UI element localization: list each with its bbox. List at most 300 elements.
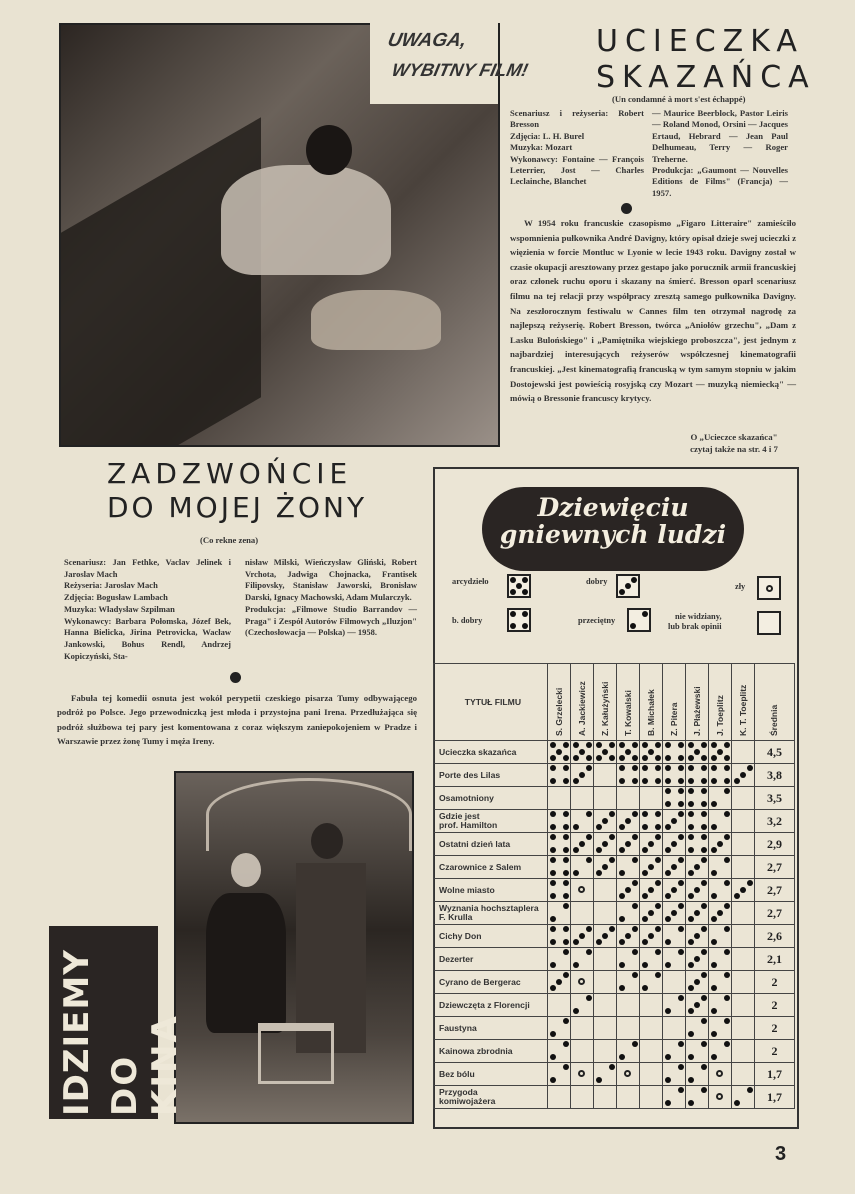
label-idziemy: IDZIEMY — [57, 949, 97, 1116]
rating-cell — [708, 856, 731, 879]
rating-cell — [570, 810, 593, 833]
rating-pip — [724, 834, 730, 840]
rating-pip — [665, 1100, 671, 1106]
rating-cell — [616, 833, 639, 856]
rating-cell — [731, 994, 754, 1017]
rating-pip — [596, 939, 602, 945]
rating-pip — [619, 939, 625, 945]
rating-pip — [671, 887, 677, 893]
rating-pip — [602, 933, 608, 939]
rating-pip — [688, 916, 694, 922]
rating-pip — [632, 834, 638, 840]
rating-cell — [616, 764, 639, 787]
rating-cell — [685, 994, 708, 1017]
rating-cell — [662, 1040, 685, 1063]
rating-cell — [570, 948, 593, 971]
rating-cell — [662, 1063, 685, 1086]
rating-cell — [593, 1086, 616, 1109]
rating-pip — [642, 870, 648, 876]
rating-pip — [632, 778, 638, 784]
banner-line1: UWAGA, — [385, 30, 469, 51]
rating-ring — [716, 1093, 723, 1100]
average-score: 3,8 — [754, 764, 794, 787]
rating-pip — [711, 916, 717, 922]
rating-pip — [701, 857, 707, 863]
film-title: Wolne miasto — [434, 879, 548, 902]
rating-cell — [570, 856, 593, 879]
rating-pip — [665, 1008, 671, 1014]
rating-cell — [547, 741, 570, 764]
rating-pip — [655, 811, 661, 817]
rating-cell — [685, 879, 708, 902]
rating-cell — [662, 764, 685, 787]
rating-pip — [586, 755, 592, 761]
film-title: Wyznania hochsztaplera F. Krulla — [434, 902, 548, 925]
rating-pip — [586, 857, 592, 863]
rating-pip — [632, 972, 638, 978]
rating-cell — [593, 925, 616, 948]
rating-cell — [662, 925, 685, 948]
rating-pip — [586, 742, 592, 748]
rating-cell — [616, 994, 639, 1017]
rating-pip — [711, 962, 717, 968]
average-score: 2 — [754, 971, 794, 994]
rating-pip — [550, 742, 556, 748]
rating-cell — [547, 879, 570, 902]
rating-ring — [716, 1070, 723, 1077]
credits-left: Scenariusz i reżyseria: Robert Bresson Zdjęcia: L. H. Burel Muzyka: Mozart Wykonawcy: Fontaine — François Leterrier, Jost — Charles Leclainche, Blanchet — [510, 108, 644, 187]
rating-cell — [639, 948, 662, 971]
rating-pip — [609, 742, 615, 748]
rating-pip — [550, 880, 556, 886]
rating-cell — [547, 925, 570, 948]
rating-cell — [547, 1086, 570, 1109]
rating-pip — [665, 1054, 671, 1060]
critic-name: J. Toeplitz — [714, 695, 725, 736]
rating-pip — [563, 857, 569, 863]
rating-pip — [563, 834, 569, 840]
rating-pip — [701, 972, 707, 978]
rating-pip — [711, 985, 717, 991]
rating-pip — [724, 903, 730, 909]
rating-pip — [665, 788, 671, 794]
rating-pip — [688, 824, 694, 830]
rating-cell — [731, 856, 754, 879]
rating-cell — [616, 925, 639, 948]
rating-pip — [619, 778, 625, 784]
rating-pip — [550, 765, 556, 771]
rating-pip — [602, 841, 608, 847]
rating-pip — [655, 765, 661, 771]
rating-pip — [586, 995, 592, 1001]
rating-cell — [685, 810, 708, 833]
rating-pip — [734, 778, 740, 784]
rating-pip — [619, 962, 625, 968]
rating-cell — [685, 741, 708, 764]
rating-cell — [731, 764, 754, 787]
rating-pip — [724, 972, 730, 978]
rating-cell — [708, 879, 731, 902]
rating-pip — [596, 755, 602, 761]
rating-pip — [701, 903, 707, 909]
rating-pip — [655, 926, 661, 932]
legend-die-icon — [757, 576, 781, 600]
rating-cell — [639, 879, 662, 902]
rating-cell — [685, 1040, 708, 1063]
rating-pip — [563, 765, 569, 771]
table-row — [434, 764, 795, 787]
average-score: 2,7 — [754, 902, 794, 925]
rating-pip — [550, 1077, 556, 1083]
legend-die-icon — [627, 608, 651, 632]
rating-pip — [724, 765, 730, 771]
rating-cell — [708, 994, 731, 1017]
rating-pip — [550, 1054, 556, 1060]
rating-pip — [665, 893, 671, 899]
legend-pip — [516, 583, 522, 589]
rating-pip — [665, 847, 671, 853]
separator-dot — [621, 203, 632, 214]
legend-pip — [631, 577, 637, 583]
rating-pip — [734, 893, 740, 899]
rating-pip — [619, 985, 625, 991]
rating-pip — [655, 880, 661, 886]
rating-pip — [701, 811, 707, 817]
rating-pip — [563, 880, 569, 886]
film-title: Ostatni dzień lata — [434, 833, 548, 856]
rating-cell — [731, 833, 754, 856]
title-column-header — [434, 664, 548, 741]
rating-pip — [701, 801, 707, 807]
film-title: Ucieczka skazańca — [434, 741, 548, 764]
rating-cell — [547, 1063, 570, 1086]
rating-pip — [734, 1100, 740, 1106]
rating-cell — [593, 810, 616, 833]
rating-pip — [609, 1064, 615, 1070]
rating-pip — [717, 841, 723, 847]
title-zadzwoncie: ZADZWOŃCIE — [107, 457, 353, 490]
rating-cell — [708, 833, 731, 856]
rating-pip — [678, 995, 684, 1001]
rating-cell — [616, 902, 639, 925]
rating-pip — [563, 972, 569, 978]
rating-pip — [694, 910, 700, 916]
rating-pip — [678, 742, 684, 748]
rating-cell — [639, 856, 662, 879]
rating-cell — [731, 902, 754, 925]
ratings-header-line2: gniewnych ludzi — [499, 520, 727, 549]
rating-pip — [678, 765, 684, 771]
rating-pip — [740, 887, 746, 893]
rating-pip — [711, 801, 717, 807]
rating-pip — [563, 870, 569, 876]
rating-cell — [547, 994, 570, 1017]
title-header-text: TYTUŁ FILMU — [464, 696, 522, 707]
rating-cell — [570, 787, 593, 810]
rating-pip — [632, 742, 638, 748]
rating-pip — [619, 742, 625, 748]
rating-cell — [731, 948, 754, 971]
legend-pip — [642, 611, 648, 617]
rating-pip — [688, 788, 694, 794]
legend-pip — [522, 611, 528, 617]
rating-pip — [724, 811, 730, 817]
rating-pip — [678, 857, 684, 863]
ratings-header — [482, 487, 744, 571]
rating-pip — [609, 811, 615, 817]
critic-name: A. Jackiewicz — [576, 681, 587, 736]
rating-pip — [550, 824, 556, 830]
rating-pip — [550, 778, 556, 784]
rating-pip — [678, 788, 684, 794]
rating-pip — [711, 870, 717, 876]
rating-pip — [724, 1018, 730, 1024]
rating-cell — [731, 1040, 754, 1063]
rating-cell — [731, 1063, 754, 1086]
rating-pip — [573, 824, 579, 830]
rating-cell — [593, 1040, 616, 1063]
legend-label: zły — [735, 582, 746, 591]
legend-die-icon — [507, 574, 531, 598]
rating-pip — [724, 755, 730, 761]
rating-pip — [655, 742, 661, 748]
rating-pip — [632, 926, 638, 932]
rating-pip — [655, 755, 661, 761]
article-body: W 1954 roku francuskie czasopismo „Figaro Litteraire" zamieściło wspomnienia pułkownika André Davigny, który opisał dzieje swej ucieczki z więzienia w forcie Montluc w Lyonie w lecie 1943 roku. Davigny został w czasie okupacji aresztowany przez gestapo jako porucznik armii francuskiej oraz członek ruchu oporu i skazany na śmierć. Bresson oparł scenariusz filmu na tej relacji przy współpracy zresztą samego pułkownika Davigny. Na zeszłorocznym festiwalu w Cannes film ten otrzymał nagrodę za najlepszą reżyserię. Robert Bresson, twórca „Aniołów grzechu", „Dam z Lasku Bulońskiego" i „Pamiętnika wiejskiego proboszcza", jest jednym z najbardziej interesujących reżyserów współczesnej kinematografii francuskiej. „Jest kinematografią francuską w tym samym stopniu w jakim Dostojewski jest powieścią rosyjską czy Mozart — muzyką niemiecką" — mówią o Bressonie francuscy krytycy. — [510, 218, 796, 404]
rating-pip — [563, 824, 569, 830]
rating-pip — [678, 880, 684, 886]
rating-cell — [547, 856, 570, 879]
rating-pip — [688, 847, 694, 853]
rating-ring — [578, 886, 585, 893]
rating-pip — [609, 834, 615, 840]
rating-pip — [724, 995, 730, 1001]
rating-pip — [694, 956, 700, 962]
film-title: Przygoda komiwojażera — [434, 1086, 548, 1109]
rating-pip — [642, 824, 648, 830]
rating-pip — [563, 742, 569, 748]
rating-pip — [573, 847, 579, 853]
rating-pip — [678, 903, 684, 909]
rating-pip — [688, 1008, 694, 1014]
rating-pip — [694, 749, 700, 755]
rating-cell — [685, 1063, 708, 1086]
rating-cell — [570, 879, 593, 902]
rating-pip — [665, 765, 671, 771]
rating-pip — [688, 962, 694, 968]
rating-pip — [619, 765, 625, 771]
rating-pip — [711, 893, 717, 899]
legend-pip — [510, 589, 516, 595]
rating-pip — [619, 916, 625, 922]
rating-pip — [642, 962, 648, 968]
rating-pip — [747, 880, 753, 886]
rating-pip — [665, 962, 671, 968]
rating-pip — [563, 926, 569, 932]
rating-pip — [648, 749, 654, 755]
rating-pip — [711, 1008, 717, 1014]
rating-cell — [685, 971, 708, 994]
rating-pip — [609, 755, 615, 761]
rating-pip — [648, 910, 654, 916]
rating-cell — [570, 925, 593, 948]
rating-pip — [642, 893, 648, 899]
rating-cell — [639, 971, 662, 994]
rating-pip — [678, 834, 684, 840]
rating-pip — [579, 749, 585, 755]
rating-pip — [563, 778, 569, 784]
legend-pip — [522, 589, 528, 595]
rating-cell — [708, 971, 731, 994]
rating-cell — [662, 810, 685, 833]
rating-cell — [616, 1017, 639, 1040]
rating-pip — [642, 847, 648, 853]
rating-pip — [688, 801, 694, 807]
critic-column-header — [570, 664, 593, 741]
rating-pip — [550, 834, 556, 840]
rating-pip — [688, 893, 694, 899]
rating-pip — [724, 742, 730, 748]
rating-cell — [616, 856, 639, 879]
rating-pip — [573, 742, 579, 748]
rating-cell — [593, 856, 616, 879]
legend-die-icon — [757, 611, 781, 635]
rating-cell — [662, 1086, 685, 1109]
critic-column-header — [639, 664, 662, 741]
rating-cell — [708, 810, 731, 833]
title-ucieczka: UCIECZKA — [596, 24, 804, 59]
rating-pip — [701, 1041, 707, 1047]
rating-pip — [711, 824, 717, 830]
rating-cell — [593, 879, 616, 902]
legend-pip — [619, 589, 625, 595]
rating-cell — [708, 741, 731, 764]
rating-cell — [547, 764, 570, 787]
rating-cell — [593, 764, 616, 787]
average-score: 1,7 — [754, 1086, 794, 1109]
rating-pip — [563, 1018, 569, 1024]
idziemy-do-kina-label — [49, 926, 185, 1119]
ratings-header-row — [434, 664, 795, 741]
legend-die-icon — [616, 574, 640, 598]
rating-pip — [573, 755, 579, 761]
rating-pip — [563, 903, 569, 909]
page-reference-note: O „Ucieczce skazańca" czytaj także na str. 4 i 7 — [690, 432, 778, 454]
rating-pip — [563, 939, 569, 945]
rating-cell — [616, 971, 639, 994]
rating-cell — [593, 994, 616, 1017]
rating-cell — [731, 741, 754, 764]
average-score: 3,2 — [754, 810, 794, 833]
average-score: 1,7 — [754, 1063, 794, 1086]
banner-line2: WYBITNY FILM! — [389, 60, 530, 80]
rating-pip — [563, 811, 569, 817]
rating-pip — [648, 933, 654, 939]
rating-pip — [563, 847, 569, 853]
rating-pip — [602, 818, 608, 824]
rating-cell — [570, 994, 593, 1017]
film-title: Faustyna — [434, 1017, 548, 1040]
rating-pip — [655, 824, 661, 830]
rating-pip — [625, 841, 631, 847]
credits-right: — Maurice Beerblock, Pastor Leiris — Roland Monod, Orsini — Jacques Ertaud, Hebrard — Jean Paul Delhumeau, Terry — Roger Treherne. Produkcja: „Gaumont — Nouvelles Editions de Films" (Francja) — 1957. — [652, 108, 788, 198]
rating-pip — [609, 926, 615, 932]
rating-pip — [625, 887, 631, 893]
rating-pip — [632, 903, 638, 909]
rating-pip — [550, 857, 556, 863]
critic-name: Z. Kałużyński — [599, 681, 610, 736]
rating-pip — [724, 778, 730, 784]
rating-cell — [685, 925, 708, 948]
legend-pip — [625, 583, 631, 589]
rating-cell — [547, 787, 570, 810]
rating-pip — [556, 749, 562, 755]
table-row — [434, 879, 795, 902]
rating-pip — [596, 824, 602, 830]
rating-pip — [678, 1041, 684, 1047]
rating-pip — [655, 949, 661, 955]
critic-column-header — [731, 664, 754, 741]
rating-pip — [563, 1064, 569, 1070]
average-score: 3,5 — [754, 787, 794, 810]
rating-pip — [665, 778, 671, 784]
rating-pip — [586, 949, 592, 955]
rating-pip — [747, 1087, 753, 1093]
film-title: Kainowa zbrodnia — [434, 1040, 548, 1063]
table-row — [434, 948, 795, 971]
rating-cell — [708, 787, 731, 810]
rating-pip — [642, 755, 648, 761]
legend-label: b. dobry — [452, 616, 483, 625]
rating-cell — [547, 833, 570, 856]
rating-pip — [678, 1087, 684, 1093]
rating-cell — [685, 856, 708, 879]
critic-column-header — [547, 664, 570, 741]
rating-pip — [655, 972, 661, 978]
rating-pip — [642, 778, 648, 784]
rating-cell — [731, 925, 754, 948]
table-row — [434, 971, 795, 994]
rating-pip — [596, 870, 602, 876]
rating-cell — [662, 948, 685, 971]
rating-pip — [701, 778, 707, 784]
rating-pip — [579, 772, 585, 778]
rating-pip — [563, 755, 569, 761]
film-title: Dezerter — [434, 948, 548, 971]
rating-pip — [740, 772, 746, 778]
rating-cell — [616, 1063, 639, 1086]
rating-pip — [701, 1087, 707, 1093]
rating-cell — [685, 1086, 708, 1109]
rating-cell — [639, 741, 662, 764]
average-score: 2 — [754, 994, 794, 1017]
rating-cell — [662, 994, 685, 1017]
rating-cell — [570, 833, 593, 856]
rating-pip — [665, 870, 671, 876]
rating-cell — [593, 1017, 616, 1040]
rating-pip — [711, 755, 717, 761]
rating-pip — [701, 949, 707, 955]
table-row — [434, 925, 795, 948]
rating-cell — [639, 925, 662, 948]
film-title: Dziewczęta z Florencji — [434, 994, 548, 1017]
rating-pip — [665, 755, 671, 761]
rating-pip — [717, 910, 723, 916]
average-score: 2 — [754, 1040, 794, 1063]
rating-pip — [665, 801, 671, 807]
legend-pip — [522, 623, 528, 629]
rating-cell — [685, 902, 708, 925]
